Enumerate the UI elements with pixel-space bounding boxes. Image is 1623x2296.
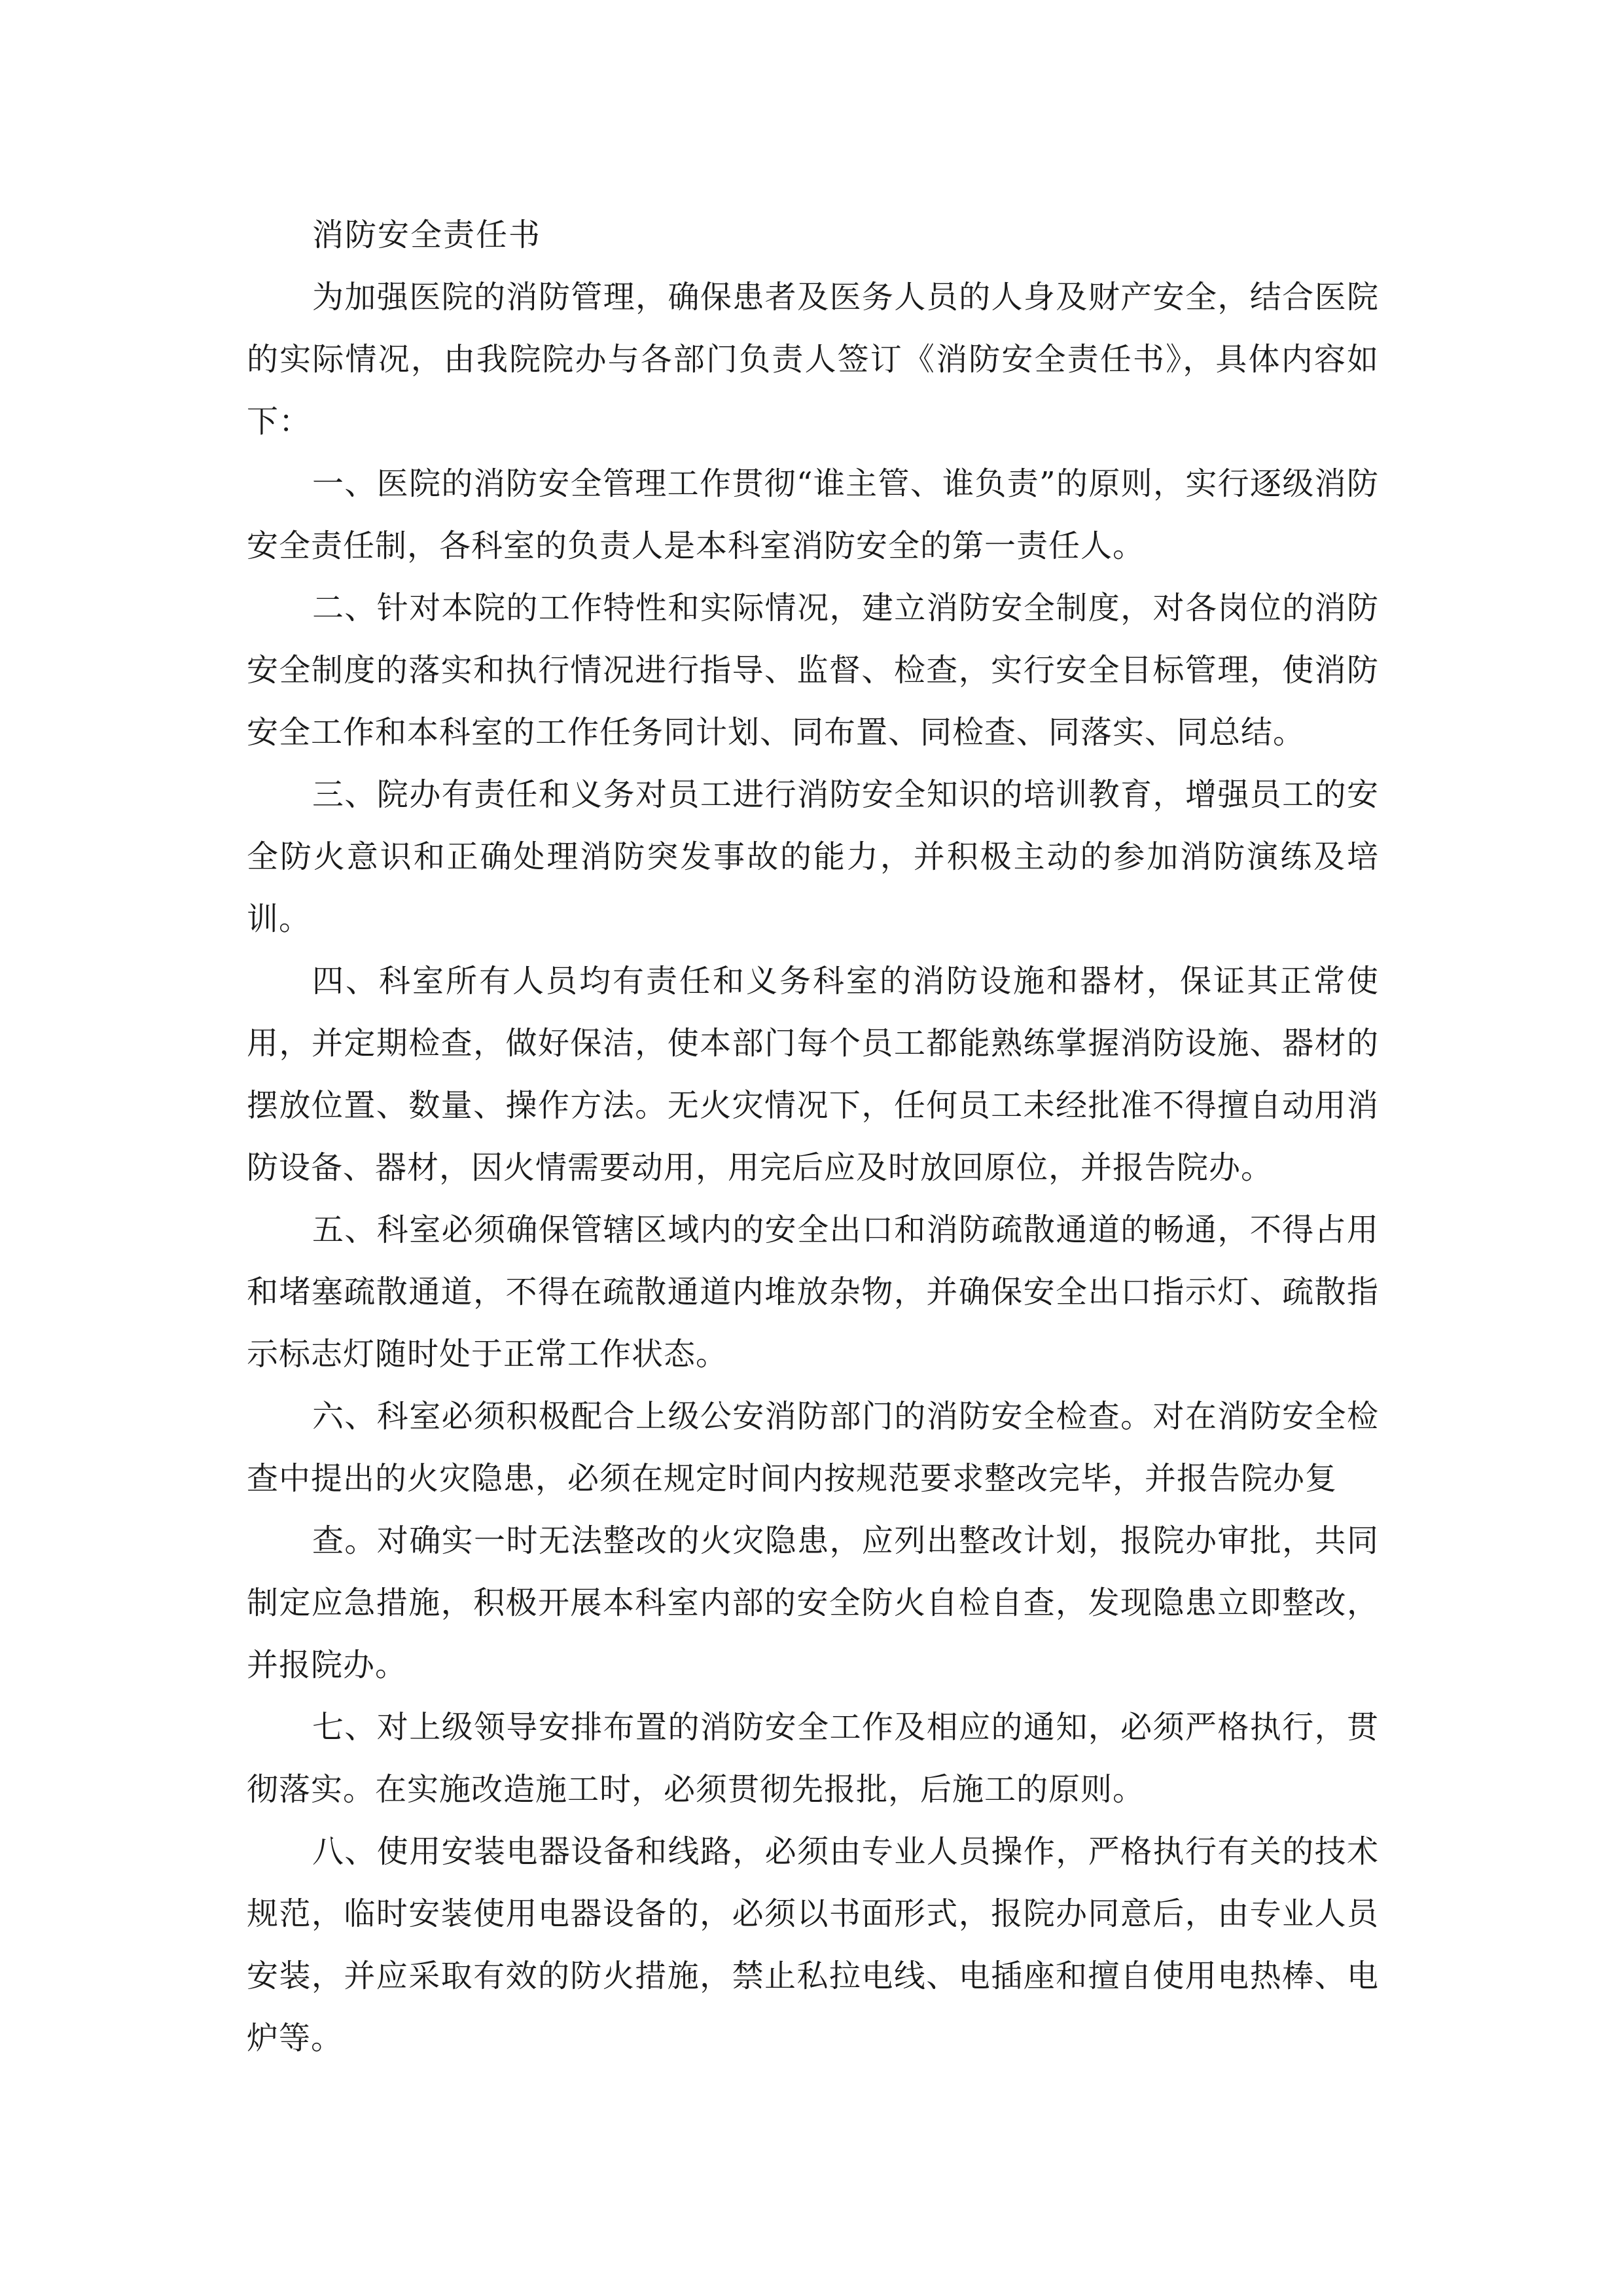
paragraph-clause-3: 三、院办有责任和义务对员工进行消防安全知识的培训教育，增强员工的安全防火意识和正确处理消防突发事故的能力，并积极主动的参加消防演练及培训。 [247,776,1379,937]
paragraph-clause-6: 六、科室必须积极配合上级公安消防部门的消防安全检查。对在消防安全检查中提出的火灾隐患，必须在规定时间内按规范要求整改完毕，并报告院办复 [247,1398,1379,1497]
paragraph-clause-2: 二、针对本院的工作特性和实际情况，建立消防安全制度，对各岗位的消防安全制度的落实和执行情况进行指导、监督、检查，实行安全目标管理，使消防安全工作和本科室的工作任务同计划、同布置、同检查、同落实、同总结。 [247,590,1379,751]
paragraph-intro: 为加强医院的消防管理，确保患者及医务人员的人身及财产安全，结合医院的实际情况，由我院院办与各部门负责人签订《消防安全责任书》，具体内容如下： [247,279,1379,440]
document-body [247,204,1379,2070]
paragraph-clause-4: 四、科室所有人员均有责任和义务科室的消防设施和器材，保证其正常使用，并定期检查，做好保洁，使本部门每个员工都能熟练掌握消防设施、器材的摆放位置、数量、操作方法。无火灾情况下，任何员工未经批准不得擅自动用消防设备、器材，因火情需要动用，用完后应及时放回原位，并报告院办。 [247,963,1379,1186]
paragraph-clause-5: 五、科室必须确保管辖区域内的安全出口和消防疏散通道的畅通，不得占用和堵塞疏散通道，不得在疏散通道内堆放杂物，并确保安全出口指示灯、疏散指示标志灯随时处于正常工作状态。 [247,1211,1379,1372]
paragraph-clause-8: 八、使用安装电器设备和线路，必须由专业人员操作，严格执行有关的技术规范，临时安装使用电器设备的，必须以书面形式，报院办同意后，由专业人员安装，并应采取有效的防火措施，禁止私拉电线、电插座和擅自使用电热棒、电炉等。 [247,1833,1379,2056]
paragraph-clause-7: 七、对上级领导安排布置的消防安全工作及相应的通知，必须严格执行，贯彻落实。在实施改造施工时，必须贯彻先报批，后施工的原则。 [247,1709,1379,1808]
paragraph-clause-6-continued: 查。对确实一时无法整改的火灾隐患，应列出整改计划，报院办审批，共同制定应急措施，积极开展本科室内部的安全防火自检自查，发现隐患立即整改，并报院办。 [247,1522,1379,1683]
paragraph-clause-1: 一、医院的消防安全管理工作贯彻“谁主管、谁负责”的原则，实行逐级消防安全责任制，各科室的负责人是本科室消防安全的第一责任人。 [247,465,1379,564]
document-title: 消防安全责任书 [312,217,542,253]
